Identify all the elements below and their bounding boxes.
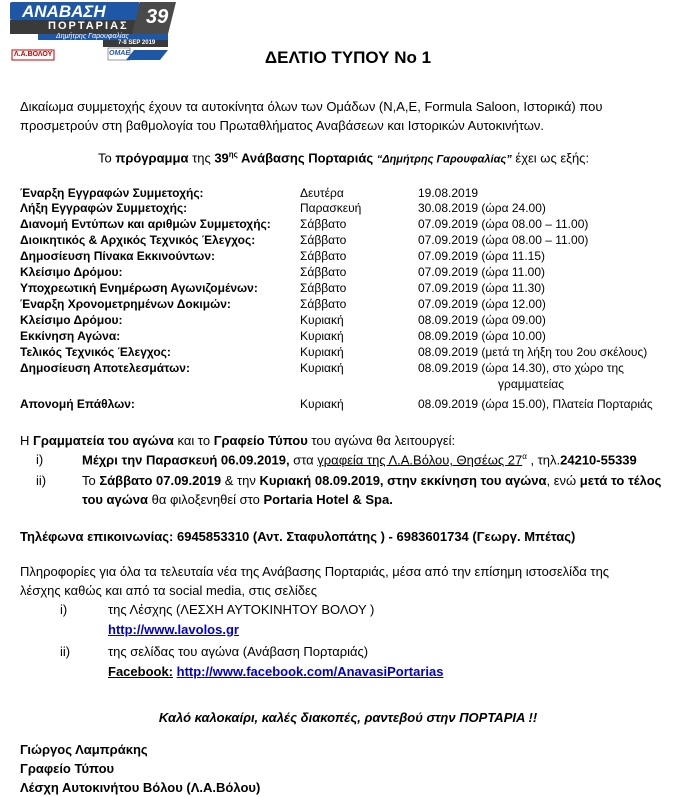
schedule-event: Υποχρεωτική Ενημέρωση Αγωνιζομένων: [20, 281, 258, 295]
schedule-row [20, 360, 680, 376]
logo-tagline: Δημήτρης Γαρουφαλίας [56, 33, 129, 40]
office-ii-text-3: , ενώ [546, 473, 580, 488]
schedule-row [20, 248, 680, 264]
schedule-date: 08.09.2019 (ώρα 14.30), στο χώρο της [418, 361, 624, 375]
office-i-sup: α [522, 452, 527, 461]
closing-message: Καλό καλοκαίρι, καλές διακοπές, ραντεβού στην ΠΟΡΤΑΡΙΑ !! [158, 710, 538, 725]
schedule-date: 07.09.2019 (ώρα 12.00) [418, 297, 546, 311]
schedule-day: Κυριακή [300, 345, 344, 359]
logo-edition: 39 [146, 6, 169, 28]
logo-name: ΑΝΑΒΑΣΗ [22, 2, 106, 21]
office-ii-saturday: Σάββατο 07.09.2019 [99, 473, 222, 488]
schedule-date: 07.09.2019 (ώρα 08.00 – 11.00) [418, 217, 589, 231]
info-line-2: λέσχης καθώς και από τα social media, στις σελίδες [20, 583, 318, 598]
office-secretariat: Γραμματεία του αγώνα [33, 433, 174, 448]
schedule-event: Διανομή Εντύπων και αριθμών Συμμετοχής: [20, 217, 271, 231]
schedule-row [20, 280, 680, 296]
sponsor-logo-omae: OMAE [109, 50, 130, 57]
schedule-date: γραμματείας [498, 377, 565, 391]
office-item-i-number: i) [36, 452, 44, 467]
schedule-row [20, 296, 680, 312]
schedule-date: 07.09.2019 (ώρα 11.00) [418, 265, 545, 279]
facebook-line [108, 664, 443, 679]
info-item-i-number: i) [60, 602, 68, 617]
schedule-event: Έναρξη Εγγραφών Συμμετοχής: [20, 186, 204, 200]
schedule-date: 08.09.2019 (ώρα 10.00) [418, 329, 546, 343]
office-ii-sunday: Κυριακή 08.09.2019, στην εκκίνηση του αγώνα [259, 473, 547, 488]
schedule-event: Εκκίνηση Αγώνα: [20, 329, 121, 343]
schedule-event: Δημοσίευση Πίνακα Εκκινούντων: [20, 249, 215, 263]
schedule-row [20, 396, 680, 412]
program-event-name: Ανάβασης Πορταριάς [237, 150, 377, 166]
program-heading [98, 150, 589, 165]
info-item-ii-text: της σελίδας του αγώνα (Ανάβαση Πορταριάς) [108, 644, 369, 659]
schedule-day: Κυριακή [300, 397, 344, 411]
schedule-date: 30.08.2019 (ώρα 24.00) [418, 201, 546, 215]
schedule-row [20, 264, 680, 280]
schedule-event: Λήξη Εγγραφών Συμμετοχής: [20, 201, 188, 215]
document-title: ΔΕΛΤΙΟ ΤΥΠΟΥ Νο 1 [264, 48, 432, 67]
schedule-date: 08.09.2019 (ώρα 09.00) [418, 313, 546, 327]
office-ii-text-1: Το [82, 473, 100, 488]
schedule-row [20, 312, 680, 328]
signature-role: Γραφείο Τύπου [20, 761, 115, 776]
office-i-address: γραφεία της Λ.Α.Βόλου, Θησέως 27 [317, 452, 523, 468]
schedule-day: Σάββατο [300, 233, 347, 247]
office-ii-race: του αγώνα [82, 492, 148, 507]
office-item-ii-line-1 [82, 473, 661, 488]
info-item-ii-number: ii) [60, 644, 71, 659]
schedule-date: 07.09.2019 (ώρα 08.00 – 11.00) [418, 233, 589, 247]
office-item-ii-number: ii) [36, 473, 47, 488]
schedule-row [20, 328, 680, 344]
facebook-label: Facebook: [108, 664, 174, 679]
office-ii-text-2: & την [221, 473, 260, 488]
schedule-event: Τελικός Τεχνικός Έλεγχος: [20, 345, 171, 359]
schedule-date: 19.08.2019 [418, 186, 479, 200]
info-item-i-text: της Λέσχης (ΛΕΣΧΗ ΑΥΤΟΚΙΝΗΤΟΥ ΒΟΛΟΥ ) [108, 602, 375, 617]
program-text-1: Το [98, 150, 116, 166]
schedule-day: Σάββατο [300, 217, 347, 231]
sponsor-logo-lavolou: Λ.Α.ΒΟΛΟΥ [14, 51, 53, 58]
schedule-event: Απονομή Επάθλων: [20, 397, 135, 411]
schedule-event: Δημοσίευση Αποτελεσμάτων: [20, 361, 190, 375]
club-website-link[interactable]: http://www.lavolos.gr [108, 622, 239, 637]
schedule-day: Σάββατο [300, 265, 347, 279]
schedule-row [20, 376, 680, 392]
office-item-i [82, 452, 637, 467]
office-i-deadline: Μέχρι την Παρασκευή 06.09.2019, [82, 452, 290, 468]
program-bold-1: πρόγραμμα [115, 150, 189, 166]
schedule-event: Διοικητικός & Αρχικός Τεχνικός Έλεγχος: [20, 233, 256, 247]
facebook-link[interactable]: http://www.facebook.com/AnavasiPortarias [176, 664, 444, 679]
schedule-day: Σάββατο [300, 281, 347, 295]
schedule-date: 08.09.2019 (ώρα 15.00), Πλατεία Πορταριάς [418, 397, 653, 411]
schedule-day: Σάββατο [300, 249, 347, 263]
program-honoree: “Δημήτρης Γαρουφαλίας” [376, 153, 512, 166]
office-ii-text-4: θα φιλοξενηθεί στο [147, 492, 264, 507]
program-edition: 39 [214, 150, 229, 166]
program-text-2: της [188, 150, 215, 166]
schedule-day: Κυριακή [300, 329, 344, 343]
schedule-day: Σάββατο [300, 297, 347, 311]
office-intro [20, 431, 455, 450]
schedule-day: Κυριακή [300, 313, 344, 327]
office-i-text-1: στα [289, 452, 318, 468]
schedule-event: Έναρξη Χρονομετρημένων Δοκιμών: [20, 297, 231, 311]
intro-line-1: Δικαίωμα συμμετοχής έχουν τα αυτοκίνητα όλων των Ομάδων (N,A,E, Formula Saloon, Ιστορικά) που [20, 99, 603, 114]
office-text-3: του αγώνα θα λειτουργεί: [307, 433, 456, 448]
office-ii-after: μετά το τέλος [579, 473, 662, 488]
intro-line-2: προσμετρούν στη βαθμολογία του Πρωταθλήματος Αναβάσεων και Ιστορικών Αυτοκινήτων. [20, 118, 544, 133]
office-press: Γραφείο Τύπου [213, 433, 308, 448]
logo-sub: ΠΟΡΤΑΡΙΑΣ [48, 20, 129, 32]
program-text-3: έχει ως εξής: [511, 150, 590, 166]
office-i-phone: 24210-55339 [560, 452, 637, 468]
schedule-row [20, 344, 680, 360]
schedule-row [20, 232, 680, 248]
office-text-2: και το [173, 433, 214, 448]
schedule-day: Κυριακή [300, 361, 344, 375]
schedule-day: Παρασκευή [300, 201, 362, 215]
schedule-date: 07.09.2019 (ώρα 11.15) [418, 249, 545, 263]
schedule-date: 07.09.2019 (ώρα 11.30) [418, 281, 545, 295]
schedule-event: Κλείσιμο Δρόμου: [20, 313, 123, 327]
office-i-text-2: , τηλ. [526, 452, 561, 468]
schedule-row [20, 200, 680, 216]
office-text-1: Η [20, 433, 33, 448]
office-ii-hotel: Portaria Hotel & Spa. [263, 492, 393, 507]
signature-org: Λέσχη Αυτοκινήτου Βόλου (Λ.Α.Βόλου) [20, 780, 261, 795]
schedule-row [20, 216, 680, 232]
program-sup: ης [228, 150, 238, 159]
schedule-event: Κλείσιμο Δρόμου: [20, 265, 123, 279]
info-line-1: Πληροφορίες για όλα τα τελευταία νέα της Ανάβασης Πορταριάς, μέσα από την επίσημη ιστοσελίδα της [20, 564, 610, 579]
schedule-date: 08.09.2019 (μετά τη λήξη του 2ου σκέλους) [418, 345, 648, 359]
schedule-row [20, 185, 680, 201]
office-item-ii-line-2 [82, 492, 393, 507]
schedule-day: Δευτέρα [300, 186, 344, 200]
logo-date: 7-8 SEP 2019 [118, 40, 156, 46]
signature-name: Γιώργος Λαμπράκης [20, 742, 148, 757]
contact-phones: Τηλέφωνα επικοινωνίας: 6945853310 (Αντ. Σταφυλοπάτης ) - 6983601734 (Γεωργ. Μπέτας) [20, 529, 576, 544]
